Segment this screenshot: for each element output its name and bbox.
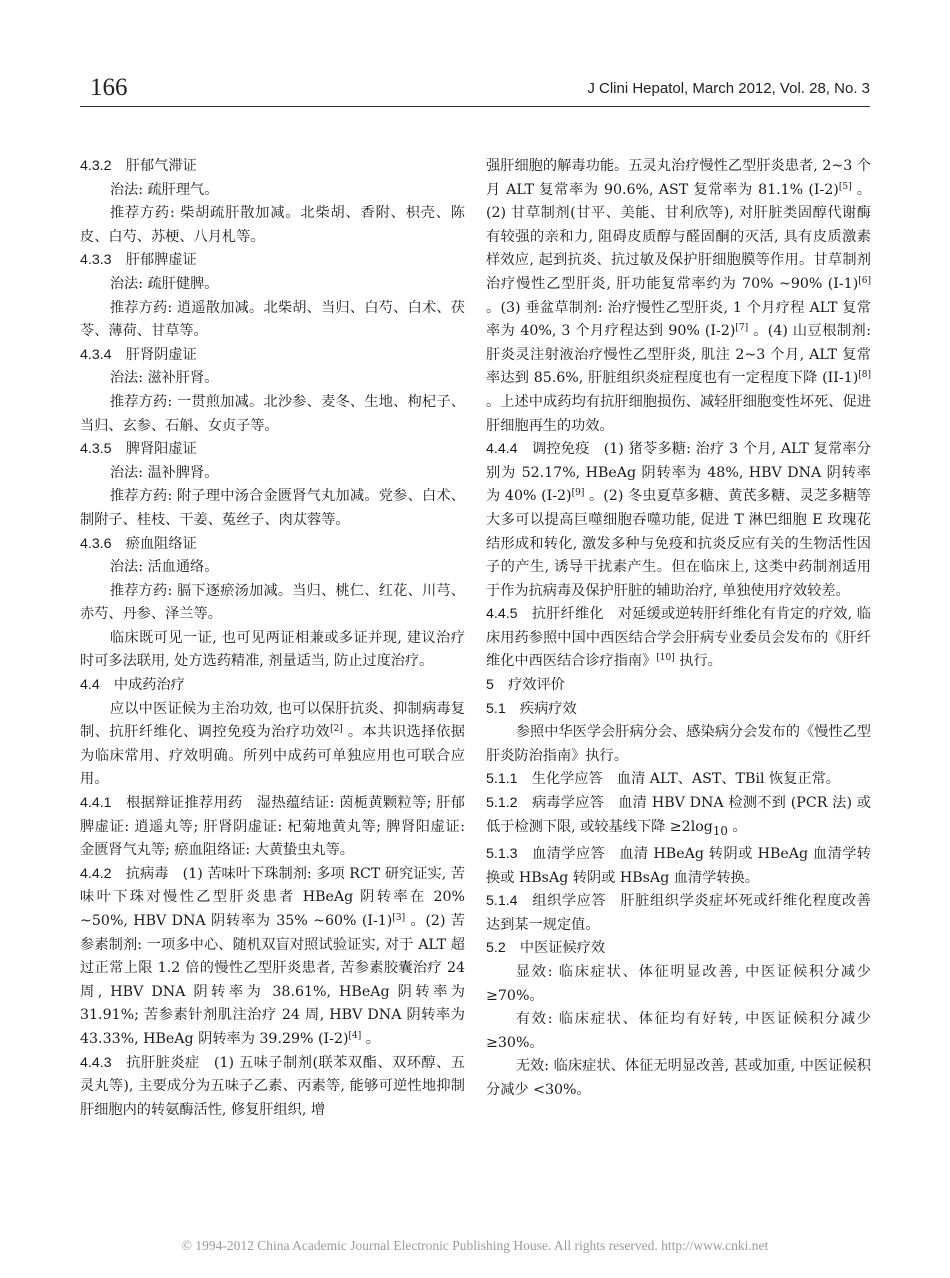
page-number: 166 (90, 74, 128, 101)
section-number: 5.1.1 (486, 771, 518, 788)
section-title: 抗病毒 (125, 865, 169, 882)
paragraph-text: 对延缓或逆转肝纤维化有肯定的疗效, 临床用药参照中国中西医结合学会肝病专业委员会发布的《肝纤维化中西医结合诊疗指南》 (486, 606, 871, 670)
section-number: 5.1.4 (486, 893, 518, 910)
paragraph-text: 。本共识选择依据为临床常用、疗效明确。所列中成药可单独应用也可联合应用。 (80, 724, 465, 788)
paragraph-text: 血清 ALT、AST、TBil 恢复正常。 (616, 771, 840, 788)
section-title: 中医证候疗效 (519, 940, 606, 957)
paragraph-text: 临床既可见一证, 也可见两证相兼或多证并现, 建议治疗时可多法联用, 处方选药精准, 剂量适当, 防止过度治疗。 (80, 629, 465, 670)
section-title: 肝郁气滞证 (125, 158, 197, 174)
paragraph-text: 。 (727, 818, 747, 835)
section-paragraph (486, 438, 871, 603)
section-title: 疗效评价 (508, 677, 565, 694)
body-paragraph (80, 367, 465, 391)
section-title: 根据辩证推荐用药 (125, 795, 243, 812)
section-number: 5.1.2 (486, 795, 518, 812)
section-title: 肝郁脾虚证 (125, 252, 197, 269)
section-heading (486, 937, 871, 961)
section-number: 4.4.2 (80, 865, 112, 882)
body-paragraph (80, 627, 465, 674)
body-paragraph (80, 556, 465, 580)
paragraph-text: 推荐方药: 柴胡疏肝散加减。北柴胡、香附、枳壳、陈皮、白芍、苏梗、八月札等。 (80, 205, 465, 245)
paragraph-text: 。(3) 垂盆草制剂: 治疗慢性乙型肝炎, 1 个月疗程 ALT 复常率为 40%, 3 个月疗程达到 90% (I-2) (486, 299, 871, 340)
body-paragraph (80, 698, 465, 792)
section-number: 4.3.2 (80, 158, 112, 174)
subscript: 10 (712, 823, 728, 838)
body-paragraph (80, 462, 465, 486)
section-heading (80, 674, 465, 698)
body-paragraph (80, 273, 465, 297)
paragraph-text: 湿热蕴结证: 茵栀黄颗粒等; 肝郁脾虚证: 逍遥丸等; 肝肾阴虚证: 杞菊地黄丸等; 脾肾阳虚证: 金匮肾气丸等; 瘀血阻络证: 大黄蛰虫丸等。 (80, 795, 465, 859)
citation-ref: [8] (858, 370, 871, 381)
section-number: 4.4.5 (486, 606, 518, 623)
section-heading (80, 344, 465, 368)
running-header: J Clini Hepatol, March 2012, Vol. 28, No. 3 (587, 80, 870, 97)
section-number: 5 (486, 677, 494, 694)
body-paragraph (80, 297, 465, 344)
section-paragraph (486, 890, 871, 937)
paragraph-text: 血清 HBeAg 转阴或 HBeAg 血清学转换或 HBsAg 转阴或 HBsAg 血清学转换。 (486, 846, 871, 886)
section-title: 抗肝脏炎症 (125, 1054, 200, 1071)
section-heading (80, 249, 465, 273)
header-rule (80, 106, 870, 107)
section-paragraph (80, 792, 465, 863)
citation-ref: [10] (656, 653, 675, 664)
citation-ref: [2] (330, 724, 343, 735)
body-paragraph (486, 155, 871, 438)
section-number: 4.4.4 (486, 441, 518, 458)
footer-copyright: © 1994-2012 China Academic Journal Electronic Publishing House. All rights reserved. http://www.cnki.net (181, 1238, 769, 1253)
paragraph-text: 显效: 临床症状、体征明显改善, 中医证候积分减少 ≥70%。 (486, 964, 871, 1004)
paragraph-text: (1) 五味子制剂(联苯双酯、双环醇、五灵丸等), 主要成分为五味子乙素、丙素等, 能够可逆性地抑制肝细胞内的转氨酶活性, 修复肝组织, 增 (80, 1054, 465, 1118)
section-heading (80, 533, 465, 557)
citation-ref: [3] (392, 913, 406, 923)
paragraph-text: 治法: 活血通络。 (109, 559, 219, 576)
paragraph-text: (1) 苦味叶下珠制剂: 多项 RCT 研究证实, 苦味叶下珠对慢性乙型肝炎患者 HBeAg 阴转率在 20% ~50%, HBV DNA 阴转率为 35% ~60% (I-1) (80, 865, 465, 929)
section-title: 肝肾阴虚证 (125, 346, 197, 363)
section-number: 4.3.3 (80, 252, 112, 269)
paragraph-text: 血清 HBV DNA 检测不到 (PCR 法) 或低于检测下限, 或较基线下降 ≥2log (486, 795, 871, 835)
section-paragraph (486, 768, 871, 792)
section-title: 组织学应答 (531, 893, 607, 910)
section-title: 疾病疗效 (519, 700, 577, 717)
section-number: 4.3.5 (80, 441, 112, 458)
section-heading (486, 674, 871, 698)
paragraph-text: 推荐方药: 膈下逐瘀汤加减。当归、桃仁、红花、川芎、赤芍、丹参、泽兰等。 (80, 582, 465, 623)
paragraph-text: 推荐方药: 一贯煎加减。北沙参、麦冬、生地、枸杞子、当归、玄参、石斛、女贞子等。 (80, 393, 465, 434)
left-column (80, 155, 465, 1122)
section-heading (80, 155, 465, 179)
body-paragraph (486, 1055, 871, 1102)
paragraph-text: 肝脏组织学炎症坏死或纤维化程度改善达到某一规定值。 (486, 893, 871, 933)
section-title: 病毒学应答 (531, 795, 605, 812)
right-column (486, 155, 871, 1103)
section-title: 抗肝纤维化 (531, 606, 604, 623)
paragraph-text: 治法: 滋补肝肾。 (109, 370, 219, 387)
section-heading (80, 438, 465, 462)
paragraph-text: 。(2) 甘草制剂(甘平、美能、甘利欣等), 对肝脏类固醇代谢酶有较强的亲和力, 阻碍皮质醇与醛固酮的灭活, 具有皮质激素样效应, 起到抗炎、抗过敏及保护肝细胞膜等作用。甘草制剂治疗慢性乙型肝炎, 肝功能复常率约为 70% ~90% (I-1) (486, 181, 871, 292)
paragraph-text: 执行。 (674, 653, 722, 670)
citation-ref: [6] (858, 275, 871, 286)
paragraph-text: (1) 猪苓多糖: 治疗 3 个月, ALT 复常率分别为 52.17%, HBeAg 阴转率为 48%, HBV DNA 阴转率为 40% (I-2) (486, 441, 871, 505)
section-number: 4.4.3 (80, 1054, 112, 1071)
body-paragraph (80, 580, 465, 627)
paragraph-text: 强肝细胞的解毒功能。五灵丸治疗慢性乙型肝炎患者, 2~3 个月 ALT 复常率为 90.6%, AST 复常率为 81.1% (I-2) (486, 158, 871, 198)
paragraph-text: 推荐方药: 附子理中汤合金匮肾气丸加减。党参、白术、制附子、桂枝、干姜、菟丝子、肉苁蓉等。 (80, 488, 465, 528)
section-title: 血清学应答 (531, 846, 606, 863)
citation-ref: [5] (838, 181, 852, 192)
section-heading (486, 698, 871, 722)
section-number: 5.1 (486, 700, 506, 717)
section-number: 5.2 (486, 940, 506, 957)
section-paragraph (486, 603, 871, 674)
section-paragraph (486, 843, 871, 890)
paragraph-text: 推荐方药: 逍遥散加减。北柴胡、当归、白芍、白术、茯苓、薄荷、甘草等。 (80, 299, 465, 340)
section-paragraph (486, 792, 871, 843)
body-paragraph (80, 202, 465, 249)
body-paragraph (80, 179, 465, 203)
section-number: 4.3.6 (80, 535, 112, 552)
citation-ref: [7] (735, 323, 749, 334)
paragraph-text: 治法: 疏肝理气。 (109, 181, 219, 198)
citation-ref: [4] (348, 1030, 362, 1041)
paragraph-text: 。(4) 山豆根制剂: 肝炎灵注射液治疗慢性乙型肝炎, 肌注 2~3 个月, ALT 复常率达到 85.6%, 肝脏组织炎症程度也有一定程度下降 (II-1) (486, 323, 871, 387)
body-paragraph (486, 1008, 871, 1055)
paragraph-text: 。(2) 冬虫夏草多糖、黄芪多糖、灵芝多糖等大多可以提高巨噬细胞吞噬功能, 促进 T 淋巴细胞 E 玫瑰花结形成和转化, 激发多种与免疫和抗炎反应有关的生物活性因子的产生, 诱导干扰素产生。但在临床上, 这类中药制剂适用于作为抗病毒及保护肝脏的辅助治疗, 单独使用疗效较差。 (486, 488, 871, 599)
paragraph-text: 。(2) 苦参素制剂: 一项多中心、随机双盲对照试验证实, 对于 ALT 超过正常上限 1.2 倍的慢性乙型肝炎患者, 苦参素胶囊治疗 24 周, HBV DNA 阴转率为 38.61%, HBeAg 阴转率为31.91%; 苦参素针剂肌注治疗 24 周, HBV DNA 阴转率为 43.33%, HBeAg 阴转率为 39.29% (I-2) (80, 913, 465, 1047)
section-number: 5.1.3 (486, 846, 518, 863)
section-title: 调控免疫 (531, 441, 590, 458)
body-paragraph (80, 485, 465, 532)
section-title: 瘀血阻络证 (125, 535, 197, 552)
paragraph-text: 参照中华医学会肝病分会、感染病分会发布的《慢性乙型肝炎防治指南》执行。 (486, 724, 871, 764)
section-title: 中成药治疗 (113, 677, 185, 694)
paragraph-text: 。 (361, 1030, 380, 1047)
body-paragraph (486, 721, 871, 768)
paragraph-text: 治法: 温补脾肾。 (109, 464, 219, 481)
paragraph-text: 应以中医证候为主治功效, 也可以保肝抗炎、抑制病毒复制、抗肝纤维化、调控免疫为治疗功效 (80, 700, 465, 741)
body-paragraph (80, 391, 465, 438)
section-number: 4.4.1 (80, 795, 112, 812)
section-number: 4.3.4 (80, 346, 112, 363)
paragraph-text: 治法: 疏肝健脾。 (109, 275, 219, 292)
section-title: 生化学应答 (531, 771, 603, 788)
section-title: 脾肾阳虚证 (125, 441, 197, 458)
citation-ref: [9] (571, 488, 585, 499)
section-number: 4.4 (80, 677, 100, 694)
paragraph-text: 有效: 临床症状、体征均有好转, 中医证候积分减少 ≥30%。 (486, 1011, 871, 1051)
paragraph-text: 。上述中成药均有抗肝细胞损伤、减轻肝细胞变性坏死、促进肝细胞再生的功效。 (486, 393, 871, 434)
paragraph-text: 无效: 临床症状、体征无明显改善, 甚或加重, 中医证候积分减少 <30%。 (486, 1058, 871, 1098)
section-paragraph (80, 1052, 465, 1123)
body-paragraph (486, 961, 871, 1008)
section-paragraph (80, 863, 465, 1052)
